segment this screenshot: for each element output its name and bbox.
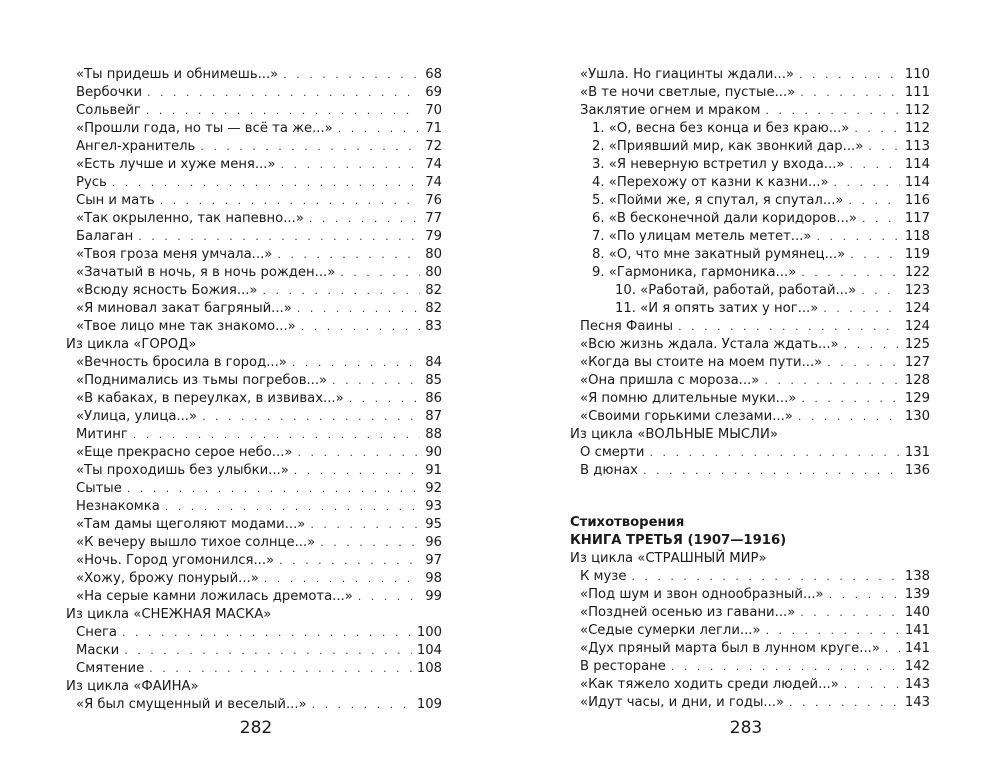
entry-title: Заклятие огнем и мраком [580,103,761,118]
toc-entry [66,696,442,714]
toc-entry [66,390,442,408]
toc-entry [570,604,930,622]
toc-entry [570,246,930,264]
entry-page-number: 141 [904,623,930,638]
toc-entry [66,516,442,534]
toc-entry [570,174,930,192]
entry-page-number: 125 [904,337,930,352]
entry-title: «Ты придешь и обнимешь...» [76,67,279,82]
entry-page-number: 131 [904,445,930,460]
entry-title: 8. «О, что мне закатный румянец...» [592,247,846,262]
entry-title: Ангел-хранитель [76,139,196,154]
dot-leader [816,228,899,246]
left-page [0,0,500,770]
dot-leader [340,264,420,282]
entry-page-number: 140 [904,605,930,620]
entry-page-number: 80 [425,247,442,262]
dot-leader [799,66,900,84]
entry-page-number: 138 [904,569,930,584]
entry-title: «Твоя гроза меня умчала...» [76,247,273,262]
dot-leader [800,84,900,102]
toc-entry [570,622,930,640]
cycle-heading: Из цикла «СНЕЖНАЯ МАСКА» [66,607,272,622]
dot-leader [149,660,412,678]
dot-leader [279,552,420,570]
entry-page-number: 116 [904,193,930,208]
dot-leader [263,282,421,300]
toc-entry [570,282,930,300]
toc-entry [570,300,930,318]
entry-page-number: 72 [425,139,442,154]
entry-title: «Ты проходишь без улыбки...» [76,463,289,478]
entry-page-number: 92 [425,481,442,496]
dot-leader [202,408,420,426]
toc-entry [66,174,442,192]
entry-page-number: 114 [904,175,930,190]
entry-title: 4. «Перехожу от казни к казни...» [592,175,829,190]
dot-leader [338,120,420,138]
entry-page-number: 88 [425,427,442,442]
dot-leader [127,480,420,498]
entry-title: «Хожу, брожу понурый...» [76,571,259,586]
entry-page-number: 117 [904,211,930,226]
entry-page-number: 100 [416,625,442,640]
entry-page-number: 142 [904,659,930,674]
entry-page-number: 77 [425,211,442,226]
dot-leader [823,300,900,318]
entry-title: «Так окрыленно, так напевно...» [76,211,304,226]
dot-leader [283,66,420,84]
entry-title: Маски [76,643,120,658]
toc-entry [570,462,930,480]
toc-entry [570,156,930,174]
cycle-heading: Из цикла «СТРАШНЫЙ МИР» [570,551,767,566]
dot-leader [332,372,420,390]
entry-title: 5. «Пойми же, я спутал, я спутал...» [592,193,844,208]
entry-page-number: 85 [425,373,442,388]
entry-title: «Идут часы, и дни, и годы...» [580,695,785,710]
toc-entry [66,246,442,264]
entry-title: «Зачатый в ночь, я в ночь рожден...» [76,265,336,280]
entry-title: «Дух пряный марта был в лунном круге...» [580,641,880,656]
entry-title: К музе [580,569,627,584]
entry-title: «Как тяжело ходить среди людей...» [580,677,839,692]
toc-entry [66,84,442,102]
entry-title: «Ночь. Город угомонился...» [76,553,275,568]
dot-leader [320,534,420,552]
cycle-heading: Из цикла «ВОЛЬНЫЕ МЫСЛИ» [570,427,778,442]
entry-title: «Я был смущенный и веселый...» [76,697,307,712]
dot-leader [301,318,421,336]
entry-title: «Всю жизнь ждала. Устала ждать...» [580,337,839,352]
entry-page-number: 97 [425,553,442,568]
section-spacer [570,480,930,514]
entry-page-number: 74 [425,175,442,190]
entry-page-number: 83 [425,319,442,334]
entry-page-number: 119 [904,247,930,262]
dot-leader [834,174,900,192]
entry-title: Снега [76,625,117,640]
toc-entry [66,138,442,156]
dot-leader [643,462,900,480]
dot-leader [200,138,420,156]
toc-entry [570,354,930,372]
toc-entry [66,66,442,84]
toc-entry [66,264,442,282]
dot-leader [849,156,899,174]
dot-leader [671,658,900,676]
entry-page-number: 112 [904,103,930,118]
dot-leader [765,102,899,120]
entry-page-number: 80 [425,265,442,280]
dot-leader [358,588,420,606]
entry-title: Песня Фаины [580,319,674,334]
page-number-right: 283 [729,718,763,738]
toc-entry [570,694,930,712]
entry-title: Смятение [76,661,145,676]
toc-entry [66,102,442,120]
entry-page-number: 118 [904,229,930,244]
entry-title: «Всюду ясность Божия...» [76,283,258,298]
entry-title: 3. «Я неверную встретил у входа...» [592,157,845,172]
dot-leader [844,336,900,354]
entry-page-number: 96 [425,535,442,550]
entry-title: Сын и мать [76,193,155,208]
dot-leader [861,282,900,300]
dot-leader [138,228,420,246]
entry-title: 6. «В бесконечной дали коридоров...» [592,211,857,226]
cycle-heading: Из цикла «ГОРОД» [66,337,197,352]
entry-page-number: 86 [425,391,442,406]
toc-entry [66,300,442,318]
entry-title: «Под шум и звон однообразный...» [580,587,824,602]
dot-leader [854,120,899,138]
dot-leader [147,84,420,102]
toc-entry [570,102,930,120]
entry-title: Митинг [76,427,128,442]
entry-title: «Поздней осенью из гавани...» [580,605,796,620]
toc-entry [570,676,930,694]
right-page [500,0,1001,770]
entry-page-number: 104 [416,643,442,658]
toc-entry [570,586,930,604]
entry-title: «Есть лучше и хуже меня...» [76,157,276,172]
toc-entry [570,408,930,426]
section-heading: КНИГА ТРЕТЬЯ (1907—1916) [570,533,787,548]
entry-page-number: 99 [425,589,442,604]
entry-page-number: 74 [425,157,442,172]
entry-title: «Ушла. Но гиацинты ждали...» [580,67,795,82]
dot-leader [850,246,900,264]
dot-leader [297,300,420,318]
cycle-heading: Из цикла «ФАИНА» [66,679,199,694]
dot-leader [801,264,900,282]
toc-entry [66,480,442,498]
entry-page-number: 79 [425,229,442,244]
entry-page-number: 108 [416,661,442,676]
entry-title: 7. «По улицам метель метет...» [592,229,812,244]
entry-page-number: 70 [425,103,442,118]
entry-page-number: 82 [425,301,442,316]
dot-leader [844,676,900,694]
dot-leader [292,354,420,372]
toc-entry [570,264,930,282]
entry-page-number: 82 [425,283,442,298]
dot-leader [277,246,420,264]
entry-page-number: 114 [904,157,930,172]
entry-title: «Я помню длительные муки...» [580,391,797,406]
entry-title: Незнакомка [76,499,160,514]
entry-title: «Вечность бросила в город...» [76,355,287,370]
dot-leader [146,102,420,120]
dot-leader [800,604,900,622]
page-number-left: 282 [239,718,273,738]
dot-leader [868,138,900,156]
toc-entry [66,498,442,516]
entry-page-number: 87 [425,409,442,424]
toc-entry [66,588,442,606]
entry-title: О смерти [580,445,645,460]
toc-entry [66,642,442,660]
toc-entry [66,408,442,426]
entry-page-number: 143 [904,695,930,710]
toc-entry [66,120,442,138]
toc-entry [570,372,930,390]
entry-page-number: 91 [425,463,442,478]
dot-leader [264,570,420,588]
toc-entry [66,534,442,552]
entry-title: «Своими горькими слезами...» [580,409,793,424]
entry-page-number: 68 [425,67,442,82]
entry-page-number: 112 [904,121,930,136]
toc-entry [66,228,442,246]
toc-entry [66,210,442,228]
entry-title: «В те ночи светлые, пустые...» [580,85,796,100]
section-heading: Стихотворения [570,515,685,530]
entry-title: «В кабаках, в переулках, в извивах...» [76,391,344,406]
entry-title: «Я миновал закат багряный...» [76,301,292,316]
dot-leader [122,624,412,642]
entry-title: Сытые [76,481,122,496]
dot-leader [849,192,900,210]
toc-entry [570,228,930,246]
dot-leader [829,586,900,604]
dot-leader [827,354,900,372]
entry-title: Балаган [76,229,134,244]
dot-leader [124,642,412,660]
dot-leader [678,318,900,336]
entry-page-number: 84 [425,355,442,370]
dot-leader [885,640,900,658]
entry-page-number: 130 [904,409,930,424]
toc-entry [66,372,442,390]
toc-entry [66,462,442,480]
entry-title: «Прошли года, но ты — всё та же...» [76,121,333,136]
toc-entry [570,444,930,462]
toc-entry [570,336,930,354]
entry-page-number: 76 [425,193,442,208]
entry-title: «На серые камни ложилась дремота...» [76,589,353,604]
entry-page-number: 124 [904,319,930,334]
dot-leader [160,192,421,210]
dot-leader [862,210,900,228]
dot-leader [801,390,899,408]
entry-title: 9. «Гармоника, гармоника...» [592,265,797,280]
dot-leader [798,408,900,426]
entry-page-number: 109 [416,697,442,712]
toc-entry [570,120,930,138]
entry-title: «Седые сумерки легли...» [580,623,761,638]
entry-title: «Там дамы щеголяют модами...» [76,517,306,532]
entry-page-number: 95 [425,517,442,532]
entry-page-number: 93 [425,499,442,514]
entry-title: «Когда вы стоите на моем пути...» [580,355,823,370]
dot-leader [112,174,420,192]
entry-title: Вербочки [76,85,143,100]
table-of-contents-right [570,66,930,712]
toc-entry [66,426,442,444]
entry-page-number: 124 [904,301,930,316]
dot-leader [281,156,421,174]
entry-title: Сольвейг [76,103,141,118]
entry-page-number: 113 [904,139,930,154]
dot-leader [297,444,420,462]
table-of-contents-left [66,66,442,714]
toc-entry [570,318,930,336]
entry-title: 10. «Работай, работай, работай...» [615,283,857,298]
toc-entry [66,444,442,462]
dot-leader [650,444,900,462]
dot-leader [310,516,420,534]
toc-entry [570,658,930,676]
entry-page-number: 127 [904,355,930,370]
entry-page-number: 143 [904,677,930,692]
toc-entry [570,210,930,228]
toc-entry [66,192,442,210]
dot-leader [764,372,900,390]
entry-page-number: 98 [425,571,442,586]
entry-title: В дюнах [580,463,638,478]
dot-leader [165,498,420,516]
entry-page-number: 111 [904,85,930,100]
toc-entry [66,156,442,174]
entry-page-number: 71 [425,121,442,136]
entry-title: «Твое лицо мне так знакомо...» [76,319,296,334]
entry-title: «Поднимались из тьмы погребов...» [76,373,328,388]
toc-entry [66,282,442,300]
entry-title: В ресторане [580,659,666,674]
toc-entry [570,192,930,210]
dot-leader [294,462,420,480]
entry-page-number: 90 [425,445,442,460]
entry-page-number: 128 [904,373,930,388]
entry-title: 1. «О, весна без конца и без краю...» [592,121,850,136]
entry-page-number: 136 [904,463,930,478]
toc-entry [66,318,442,336]
dot-leader [631,568,899,586]
toc-entry [570,66,930,84]
toc-entry [570,138,930,156]
entry-page-number: 110 [904,67,930,82]
entry-page-number: 139 [904,587,930,602]
entry-page-number: 122 [904,265,930,280]
toc-entry [570,84,930,102]
dot-leader [309,210,420,228]
entry-page-number: 129 [904,391,930,406]
toc-entry [66,570,442,588]
dot-leader [766,622,900,640]
entry-page-number: 69 [425,85,442,100]
entry-title: «Она пришла с мороза...» [580,373,760,388]
toc-entry [570,390,930,408]
entry-page-number: 141 [904,641,930,656]
toc-entry [570,640,930,658]
entry-title: «Улица, улица...» [76,409,198,424]
entry-title: 11. «И я опять затих у ног...» [615,301,819,316]
toc-entry [66,354,442,372]
dot-leader [133,426,420,444]
entry-title: «К вечеру вышло тихое солнце...» [76,535,316,550]
dot-leader [312,696,412,714]
entry-title: «Еще прекрасно серое небо...» [76,445,293,460]
toc-entry [66,624,442,642]
toc-entry [66,552,442,570]
dot-leader [789,694,900,712]
entry-page-number: 123 [904,283,930,298]
entry-title: 2. «Приявший мир, как звонкий дар...» [592,139,864,154]
entry-title: Русь [76,175,107,190]
toc-entry [66,660,442,678]
dot-leader [349,390,421,408]
toc-entry [570,568,930,586]
